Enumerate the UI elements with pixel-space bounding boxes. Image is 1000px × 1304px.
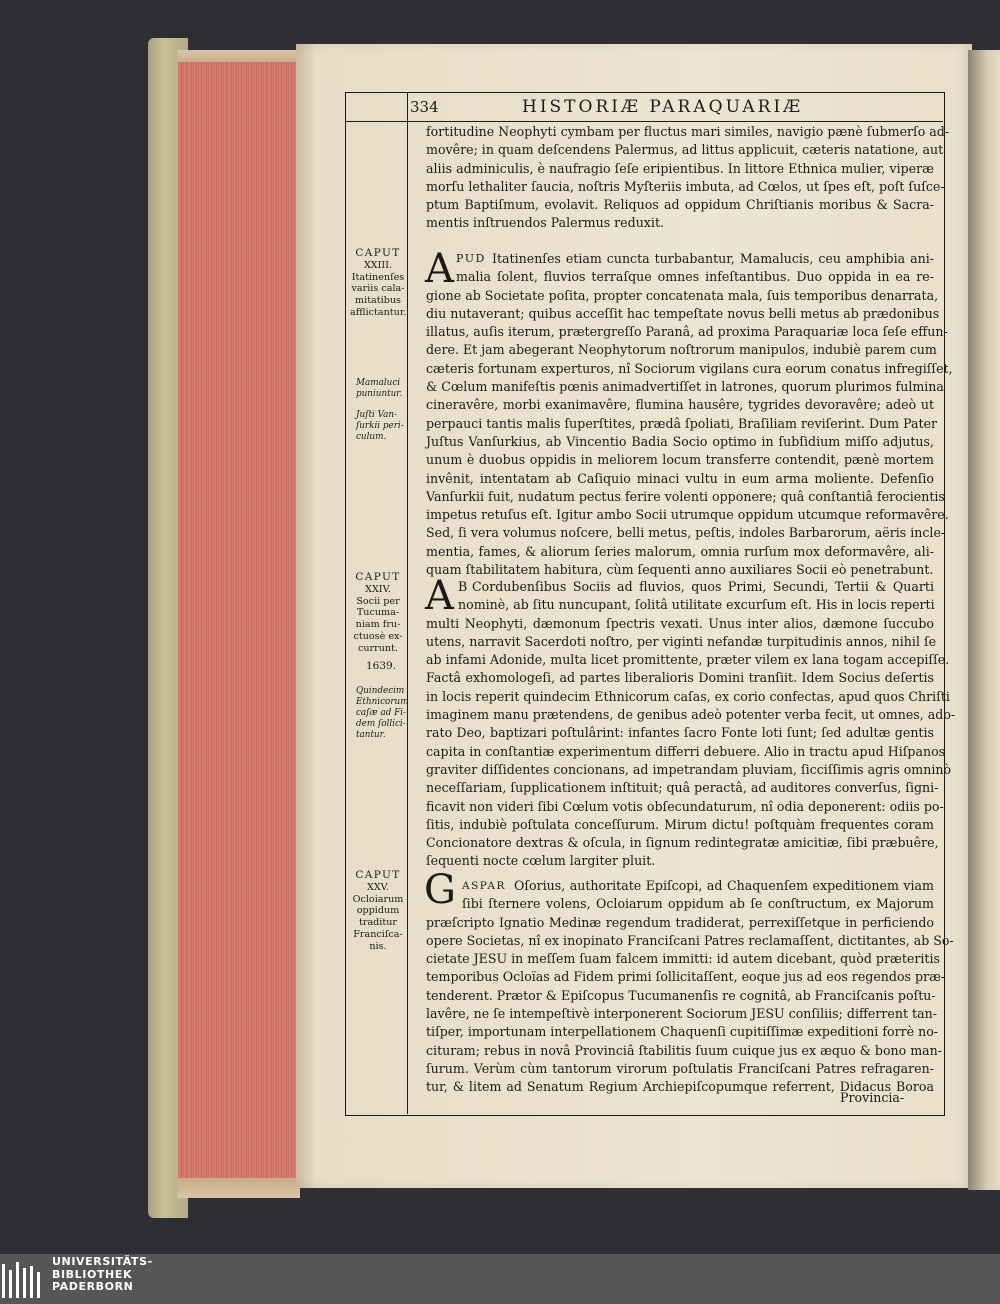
small-caps-word: PUD (456, 252, 486, 265)
text-line: neceſſariam, ſupplicationem inſtituit; quâ peractâ, ad auditores converſus, ſigni- (426, 780, 939, 796)
chapter-marginal-heading (350, 248, 406, 319)
text-line: morſu lethaliter ſaucia, noſtris Myſteriis imbuta, ad Cœlos, ut ſpes eſt, poſt ſuſce- (426, 178, 945, 194)
chapter-marginal-heading (350, 870, 406, 953)
text-line: gione ab Societate poſita, propter concatenata mala, ſuis temporibus denarrata, (426, 287, 939, 303)
caput-number: XXIII. (363, 259, 393, 271)
text-line: & Cœlum manifeſtis pœnis animadvertiſſet in latrones, quorum plurimos fulmina (426, 379, 944, 395)
facing-page-edge (968, 50, 1000, 1190)
catchword: Provincia- (840, 1090, 905, 1105)
text-line: quam ſtabilitatem habitura, cùm ſequenti anno auxiliares Socii eò penetrabunt. (426, 562, 934, 578)
text-line: Factâ exhomologeſi, ad partes liberalioris Domini tranſiit. Idem Socius deſertis (426, 670, 934, 686)
text-line: cineravêre, morbi exanimavêre, flumina hausêre, tygrides devoravêre; adeò ut (426, 397, 934, 413)
first-letter-word: B (458, 579, 468, 594)
text-line: temporibus Ocloïas ad Fidem primi ſollicitaſſent, eoque jus ad eos regendos præ- (426, 969, 946, 985)
text-line: illatus, auſis iterum, prætergreſſo Paranâ, ad proxima Paraquariæ loca ſeſe effun- (426, 324, 948, 340)
text-line: opere Societas, nî ex inopinato Franciſcani Patres reclamaſſent, dictitantes, ab So- (426, 932, 954, 948)
text-line: ptum Baptiſmum, evolavit. Reliquos ad oppidum Chriſtianis moribus & Sacra- (426, 197, 934, 213)
text-line: ſurum. Verùm cùm tantorum virorum poſtulatis Franciſcani Patres refragaren- (426, 1060, 934, 1076)
note-line: dem ſollici- (356, 719, 406, 729)
text-line: Cordubenſibus Sociis ad fluvios, quos Primi, Secundi, Tertii & Quarti (472, 579, 934, 594)
note-line: Quindecim (356, 686, 405, 696)
text-line: tiſper, importunam interpellationem Chaquenſi cupitiſſimæ expeditioni forrè no- (426, 1024, 939, 1040)
header-rule (345, 121, 943, 122)
library-logo-text (52, 1256, 153, 1294)
summary-line: mitatibus (355, 295, 401, 307)
text-line: cituram; rebus in novâ Provinciâ ſtabilitis ſuum cuique jus ex æquo & bono man- (426, 1042, 943, 1058)
chapter-25-line-1 (514, 877, 934, 895)
text-line: nominè, ab ſitu nuncupant, ſolitâ utilitate excurſum eſt. His in locis reperti (458, 597, 935, 613)
summary-line: Socii per (356, 595, 400, 607)
note-line: ſurkii peri- (356, 421, 404, 431)
summary-line: nis. (369, 940, 387, 952)
small-caps-word: ASPAR (462, 880, 506, 892)
text-line: dere. Et jam abegerant Neophytorum noſtrorum manipulos, indubiè parem cum (426, 342, 937, 358)
text-line: unum è duobus oppidis in meliorem locum transferre contendit, pænè mortem (426, 452, 934, 468)
chapter-marginal-heading (350, 572, 406, 655)
summary-line: oppidum (356, 905, 400, 917)
text-line: ſitis, indubiè poſtulata conceſſurum. Mirum dictu! poſtquàm frequentes coram (426, 816, 934, 832)
chapter-25-line-2 (462, 895, 934, 913)
text-line: Sed, ſi vera volumus noſcere, belli metus, peſtis, indoles Barbarorum, aëris incle- (426, 525, 946, 541)
summary-line: afflictantur. (350, 306, 407, 318)
chapter-23-line-1 (492, 250, 934, 268)
text-line: mentia, fames, & aliorum ſeries malorum, omnia rurſum mox deformavêre, ali- (426, 543, 934, 559)
text-line: perpauci tantis malis ſuperſtites, prædâ ſpoliati, Braſiliam reviſerint. Dum Pater (426, 415, 938, 431)
chapter-23-body (426, 287, 953, 580)
text-line: ſequenti nocte cœlum largiter pluit. (426, 853, 656, 869)
drop-capital: A (425, 246, 454, 292)
note-line: tantur. (356, 730, 386, 740)
text-line: fortitudine Neophyti cymbam per fluctus mari similes, navigio pænè ſubmerſo ad- (426, 124, 950, 139)
text-line: Oſorius, authoritate Epiſcopi, ad Chaquenſem expeditionem viam (514, 878, 934, 893)
marginal-note (356, 378, 408, 400)
note-line: Mamaluci (356, 378, 401, 388)
text-line: multi Neophyti, dæmonum ſpectris vexati. Unus inter alios, dæmone ſuccubo (426, 615, 934, 631)
chapter-24-body (426, 615, 956, 871)
text-line: invênit, intentatam ab Caſiquio minaci vultu in eum arma moliente. Defenſio (426, 470, 934, 486)
text-line: mentis inſtruendos Palermus reduxit. (426, 215, 665, 231)
text-line: tenderent. Prætor & Epiſcopus Tucumanenſis re cognitâ, ab Franciſcanis poſtu- (426, 987, 936, 1003)
chapter-24-line-2 (458, 596, 934, 614)
caput-label: CAPUT (355, 247, 401, 259)
text-line: Concionatore dextras & oſcula, in ſignum redintegratæ amicitiæ, ſibi præbuêre, (426, 835, 939, 851)
drop-capital: G (424, 867, 456, 913)
text-line: ficavit non videri ſibi Cœlum votis obſecundaturum, nî odia deponerent: odiis po- (426, 798, 944, 814)
text-line: tur, & litem ad Senatum Regium Archiepiſcopumque referrent, Didacus Boroa (426, 1079, 934, 1095)
red-page-edges (178, 62, 300, 1186)
text-line: cæteris fortunam experturos, nî Sociorum vigilans cura eorum conatus infregiſſet, (426, 360, 953, 376)
caput-label: CAPUT (355, 571, 401, 583)
text-line: imaginem manu prætendens, de genibus adeò potenter verba fecit, ut omnes, ado- (426, 707, 956, 723)
summary-line: currunt. (358, 642, 398, 654)
logo-line: BIBLIOTHEK (52, 1267, 133, 1281)
marginal-note (356, 686, 408, 741)
marginal-note (356, 410, 408, 443)
chapter-23-line-2 (456, 268, 934, 286)
drop-capital: A (425, 573, 454, 619)
page-number: 334 (410, 98, 439, 116)
text-line: diu nutaverant; quibus acceſſit hac tempeſtate novus belli metus ab prædonibus (426, 305, 940, 321)
text-line: aliis adminiculis, è naufragio ſeſe eripientibus. In littore Ethnica mulier, viperæ (426, 160, 934, 176)
note-line: caſæ ad Fi- (356, 708, 407, 718)
note-line: culum. (356, 432, 387, 442)
logo-line: PADERBORN (52, 1280, 134, 1294)
text-line: præſcripto Ignatio Medinæ regendum tradiderat, perrexiſſetque in perficiendo (426, 914, 934, 930)
text-line: ſibi ſternere volens, Ocloiarum oppidum ab ſe conſtructum, ex Majorum (462, 896, 934, 912)
summary-line: traditur (359, 917, 397, 929)
summary-line: Franciſca- (353, 928, 403, 940)
text-line: ab infami Adonide, multa licet promittente, præter vilem ex lana togam accepiſſe. (426, 652, 950, 668)
text-line: impetus retuſus eſt. Igitur ambo Socii utrumque oppidum utcumque reformavêre. (426, 507, 949, 523)
margin-rule (407, 92, 408, 1114)
page-block-bottom (178, 1178, 300, 1198)
text-line: Vanſurkii fuit, nudatum pectus ferire volenti opponere; quâ conſtantiâ ferocientis (426, 488, 945, 504)
text-line: capita in conſtantiæ experimentum differri debuere. Alio in tractu apud Hiſpanos (426, 743, 946, 759)
note-line: Ethnicorum (356, 697, 409, 707)
text-line: in locis reperit quindecim Ethnicorum caſas, ex corio confectas, apud quos Chriſti (426, 688, 950, 704)
text-line: rato Deo, baptizari poſtulârint: infantes ſacro Fonte loti ſunt; ſed adultæ gentis (426, 725, 934, 741)
text-line: cietate JESU in meſſem ſuam falcem immitti: id autem dicebant, quòd præteritis (426, 951, 940, 967)
text-line: Itatinenſes etiam cuncta turbabantur, Mamalucis, ceu amphibia ani- (492, 251, 934, 266)
summary-line: ctuosè ex- (353, 630, 403, 642)
note-line: puniuntur. (356, 389, 403, 399)
library-logo-icon (0, 1258, 50, 1300)
text-line: utens, narravit Sacerdoti noſtro, per viginti nefandæ turpitudinis annos, nihil ſe (426, 633, 937, 649)
text-line: Juſtus Vanſurkius, ab Vincentio Badia Socio optimo in ſubſidium miſſo adjutus, (426, 433, 934, 449)
caput-number: XXV. (367, 881, 389, 893)
note-line: Juſti Van- (356, 410, 398, 420)
logo-line: UNIVERSITÄTS- (52, 1255, 153, 1268)
running-title: HISTORIÆ PARAQUARIÆ (522, 97, 804, 117)
summary-line: Tucuma- (356, 607, 400, 619)
text-line: lavêre, ne ſe intempeſtivè interponerent Sociorum JESU conſiliis; differrent tan- (426, 1006, 937, 1022)
text-line: graviter diſſidentes concionans, ad impetrandam pluviam, ſicciſſimis agris omninò (426, 761, 952, 777)
summary-line: variis cala- (351, 283, 405, 295)
text-line: movêre; in quam deſcendens Palermus, ad littus applicuit, cæteris natatione, aut (426, 142, 944, 158)
opening-paragraph (426, 123, 950, 233)
marginal-year: 1639. (366, 660, 397, 672)
summary-line: Itatinenſes (351, 271, 405, 283)
chapter-25-body (426, 914, 954, 1097)
chapter-24-line-1 (472, 578, 934, 596)
text-line: malia ſolent, fluvios terraſque omnes infeſtantibus. Duo oppida in ea re- (456, 269, 934, 285)
summary-line: niam fru- (355, 619, 401, 631)
caput-label: CAPUT (355, 869, 401, 881)
caput-number: XXIV. (365, 583, 391, 595)
summary-line: Ocloiarum (352, 893, 404, 905)
